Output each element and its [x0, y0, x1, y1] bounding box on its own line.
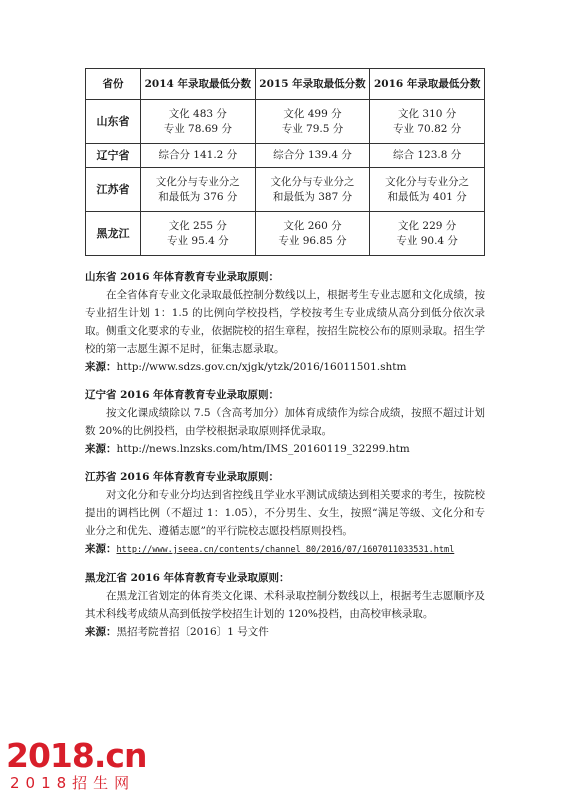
section-body-heilongjiang: 在黑龙江省划定的体育类文化课、术科录取控制分数线以上，根据考生志愿顺序及其术科线考成绩从高到低按学校招生计划的 120%投档，由高校审核录取。 — [85, 590, 485, 620]
source-line — [85, 440, 485, 458]
source-label: 来源： — [85, 626, 117, 638]
section-title-liaoning: 辽宁省 2016 年体育教育专业录取原则： — [85, 389, 280, 401]
site-logo[interactable] — [6, 738, 146, 796]
table-row — [86, 168, 485, 212]
header-2015: 2015 年录取最低分数 — [255, 69, 370, 100]
admission-scores-table — [85, 68, 485, 256]
score-cell: 文化分与专业分之 和最低为 376 分 — [141, 168, 256, 212]
section-body-liaoning: 按文化课成绩除以 7.5（含高考加分）加体育成绩作为综合成绩，按照不超过计划数 20%的比例投档，由学校根据录取原则择优录取。 — [85, 407, 485, 437]
table-row — [86, 100, 485, 144]
source-label: 来源： — [85, 543, 117, 555]
province-cell: 黑龙江 — [86, 212, 141, 256]
score-cell: 文化 260 分 专业 96.85 分 — [255, 212, 370, 256]
source-link[interactable]: http://news.lnzsks.com/htm/IMS_20160119_32299.htm — [116, 443, 410, 455]
section-body-jiangsu: 对文化分和专业分均达到省控线且学业水平测试成绩达到相关要求的考生，按院校提出的调档比例（不超过 1：1.05），不分男生、女生，按照“满足等级、文化分和专业分之和优先、遵循志愿”的平行院校志愿投档原则投档。 — [85, 489, 485, 537]
logo-subtitle: 2018招生网 — [10, 774, 136, 792]
section-title-shandong: 山东省 2016 年体育教育专业录取原则： — [85, 271, 280, 283]
score-cell: 文化分与专业分之 和最低为 387 分 — [255, 168, 370, 212]
score-cell: 综合分 141.2 分 — [141, 144, 256, 168]
source-label: 来源： — [85, 443, 117, 455]
table-row — [86, 144, 485, 168]
source-link[interactable]: http://www.sdzs.gov.cn/xjgk/ytzk/2016/16011501.shtm — [116, 361, 407, 373]
score-cell: 文化 483 分 专业 78.69 分 — [141, 100, 256, 144]
score-cell: 文化 499 分 专业 79.5 分 — [255, 100, 370, 144]
source-line — [85, 358, 485, 376]
header-2016: 2016 年录取最低分数 — [370, 69, 485, 100]
table-row — [86, 212, 485, 256]
source-line — [85, 540, 485, 559]
province-cell: 江苏省 — [86, 168, 141, 212]
section-title-heilongjiang: 黑龙江省 2016 年体育教育专业录取原则： — [85, 572, 290, 584]
source-line — [85, 623, 485, 641]
province-cell: 辽宁省 — [86, 144, 141, 168]
header-2014: 2014 年录取最低分数 — [141, 69, 256, 100]
source-link[interactable]: http://www.jseea.cn/contents/channel_80/2016/07/1607011033531.html — [116, 545, 455, 555]
section-body-shandong: 在全省体育专业文化录取最低控制分数线以上，根据考生专业志愿和文化成绩，按专业招生计划 1：1.5 的比例向学校投档，学校按考生专业成绩从高分到低分依次录取。侧重文化要求的专业，依据院校的招生章程，按招生院校公布的原则录取。招生学校的第一志愿生源不足时，征集志愿录取。 — [85, 289, 485, 355]
source-document: 黑招考院普招〔2016〕1 号文件 — [116, 626, 269, 638]
table-header-row — [86, 69, 485, 100]
score-cell: 文化 229 分 专业 90.4 分 — [370, 212, 485, 256]
header-province: 省份 — [86, 69, 141, 100]
admission-principles — [85, 268, 485, 651]
logo-wordmark: 2018.cn — [6, 736, 147, 775]
score-cell: 文化 310 分 专业 70.82 分 — [370, 100, 485, 144]
score-cell: 综合分 139.4 分 — [255, 144, 370, 168]
score-cell: 综合 123.8 分 — [370, 144, 485, 168]
score-cell: 文化 255 分 专业 95.4 分 — [141, 212, 256, 256]
score-cell: 文化分与专业分之 和最低为 401 分 — [370, 168, 485, 212]
province-cell: 山东省 — [86, 100, 141, 144]
source-label: 来源： — [85, 361, 117, 373]
section-title-jiangsu: 江苏省 2016 年体育教育专业录取原则： — [85, 471, 280, 483]
